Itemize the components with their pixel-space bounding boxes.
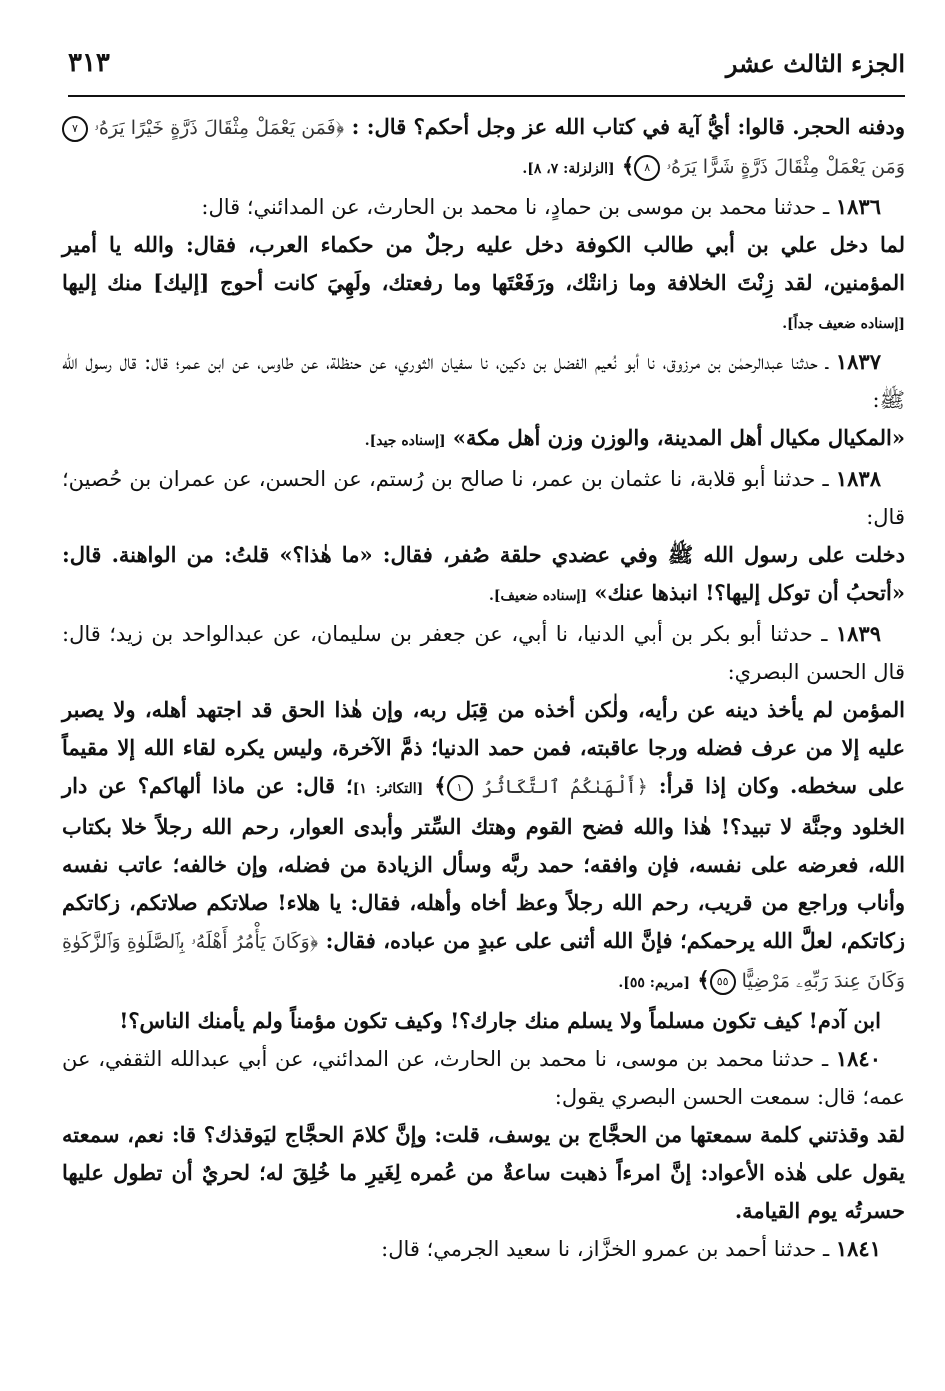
hadith-number: ١٨٣٧ [835, 349, 881, 374]
paragraph [62, 536, 905, 615]
matn-text: ودفنه الحجر. قالوا: أيُّ آية في كتاب الله عز وجل أحكم؟ قال: : [344, 114, 906, 139]
matn-text: المؤمن لم يأخذ دينه عن رأيه، ولٰكن أخذه من قِبَل ربه، وإن هٰذا الحق قد اجتهد أهله، ولا يصبر عليه إلا من عرف فضله ورجا عاقبته، فمن حمد الدنيا؛ ذمَّ الآخرة، وليس يكره لقاء الله إلا مقيماً على سخطه. وكان إذا قرأ: [62, 697, 905, 798]
text-run: ـ حدثنا عبدالرحمٰن بن مرزوق، نا أبو نُعيم الفضل بن دكين، نا سفيان الثوري، عن حنظلة، عن طاوس، عن ابن عمر؛ قال: قال رسول الله ﷺ: [62, 350, 905, 412]
matn-text: ﴾ [690, 967, 710, 992]
matn-text: ابن آدم! كيف تكون مسلماً ولا يسلم منك جارك؟! وكيف تكون مؤمناً ولم يأمنك الناس؟! [119, 1008, 881, 1033]
text-run: ـ حدثنا أبو قلابة، نا عثمان بن عمر، نا صالح بن رُستم، عن الحسن، عن عمران بن حُصين؛ قال: [62, 467, 905, 529]
isnad-note: [إسناده ضعيف]. [489, 588, 588, 604]
hadith-number: ١٨٣٩ [835, 621, 881, 646]
text-body [62, 108, 905, 1381]
page-header [68, 38, 905, 78]
paragraph [62, 188, 905, 226]
matn-text: ؛ قال: عن ماذا ألهاكم؟ عن دار الخلود وجنَّة لا تبيد؟! هٰذا والله فضح القوم وهتك السِّتر وأبدى العوار، رحم الله رجلاً خلا بكتاب الله، فعرضه على نفسه، فإن وافقه؛ حمد ربَّه وسأل الزيادة من فضله، وإن خالفه؛ عاتب نفسه وأناب وراجع من قريب، رحم الله رجلاً وعظ أخاه وأهله، فقال: يا هلاء! صلاتكم صلاتكم، زكاتكم زكاتكم، لعلَّ الله يرحمكم؛ فإنَّ الله أثنى على عبدٍ من عباده، فقال: [62, 773, 905, 953]
hadith-number: ١٨٣٨ [835, 466, 881, 491]
text-run: ـ حدثنا محمد بن موسى، نا محمد بن الحارث، عن المدائني، عن أبي عبدالله الثقفي، عن عمه؛ قال: سمعت الحسن البصري يقول: [62, 1047, 905, 1109]
hadith-number: ١٨٣٦ [835, 194, 881, 219]
paragraph [62, 1040, 905, 1116]
paragraph [62, 460, 905, 536]
quran-verse: ﴿وَكَانَ يَأْمُرُ أَهْلَهُۥ بِٱلصَّلَوٰةِ وَٱلزَّكَوٰةِ وَكَانَ عِندَ رَبِّهِۦ مَرْضِيًّا [62, 931, 905, 992]
paragraph [62, 1230, 905, 1268]
paragraph [62, 419, 905, 460]
matn-text: دخلت على رسول الله ﷺ وفي عضدي حلقة صُفر، فقال: «ما هٰذا؟» قلتُ: من الواهنة. قال: «أتحبُ أن توكل إليها؟! انبذها عنك» [62, 542, 905, 605]
text-run: ـ حدثنا أبو بكر بن أبي الدنيا، نا أبي، عن جعفر بن سليمان، عن عبدالواحد بن زيد؛ قال: قال الحسن البصري: [62, 622, 905, 684]
quran-verse: ﴿فَمَن يَعْمَلْ مِثْقَالَ ذَرَّةٍ خَيْرًا يَرَهُۥ [88, 117, 345, 139]
ayah-marker: ٨ [634, 155, 660, 181]
matn-text: لقد وقذتني كلمة سمعتها من الحجَّاج بن يوسف، قلت: وإنَّ كلامَ الحجَّاج ليَوقذك؟ قا: نعم، سمعته يقول على هٰذه الأعواد: إنَّ امرءاً ذهبت ساعةٌ من عُمره لِغَيرِ ما خُلِقَ له؛ لحريٌ أن تطول عليها حسرتُه يوم القيامة. [62, 1122, 905, 1223]
running-title: الجزء الثالث عشر [725, 49, 905, 78]
paragraph [62, 1002, 905, 1040]
paragraph [62, 615, 905, 691]
hadith-number: ١٨٤٠ [835, 1046, 881, 1071]
text-run: ـ حدثنا أحمد بن عمرو الخزَّاز، نا سعيد الجرمي؛ قال: [381, 1237, 836, 1261]
header-rule [68, 95, 905, 97]
isnad-note: [مريم: ٥٥]. [618, 975, 691, 991]
ayah-marker: ١ [447, 775, 473, 801]
matn-text: ﴾ [423, 773, 447, 798]
isnad-note: [التكاثر: ١] [352, 781, 424, 797]
ayah-marker: ٧ [62, 116, 88, 142]
page-number: ٣١٣ [68, 48, 110, 78]
matn-text: لما دخل علي بن أبي طالب الكوفة دخل عليه رجلٌ من حكماء العرب، فقال: والله يا أمير المؤمنين، لقد زِنْتَ الخلافة وما زانتْك، ورَفَعْتَها وما رفعتك، ولَهِيَ كانت أحوج [إليك] منك إليها [62, 232, 905, 295]
isnad-note: [الزلزلة: ٧، ٨]. [522, 161, 615, 177]
text-run: ـ حدثنا محمد بن موسى بن حمادٍ، نا محمد بن الحارث، عن المدائني؛ قال: [201, 195, 836, 219]
paragraph [62, 691, 905, 1002]
paragraph [62, 108, 905, 188]
quran-verse: وَمَن يَعْمَلْ مِثْقَالَ ذَرَّةٍ شَرًّا يَرَهُۥ [660, 156, 905, 178]
ayah-marker: ٥٥ [710, 969, 736, 995]
isnad-note: [إسناده جيد]. [364, 433, 446, 449]
isnad-note: [إسناده ضعيف جداً]. [782, 316, 905, 332]
paragraph [62, 226, 905, 343]
hadith-number: ١٨٤١ [835, 1236, 881, 1261]
matn-text: ﴾ [614, 153, 635, 178]
quran-verse: ﴿أَلْهَىٰكُمُ ٱلتَّكَاثُرُ [472, 776, 648, 798]
paragraph [62, 1116, 905, 1230]
matn-text: «المكيال مكيال أهل المدينة، والوزن وزن أهل مكة» [445, 425, 905, 450]
paragraph [62, 343, 905, 419]
